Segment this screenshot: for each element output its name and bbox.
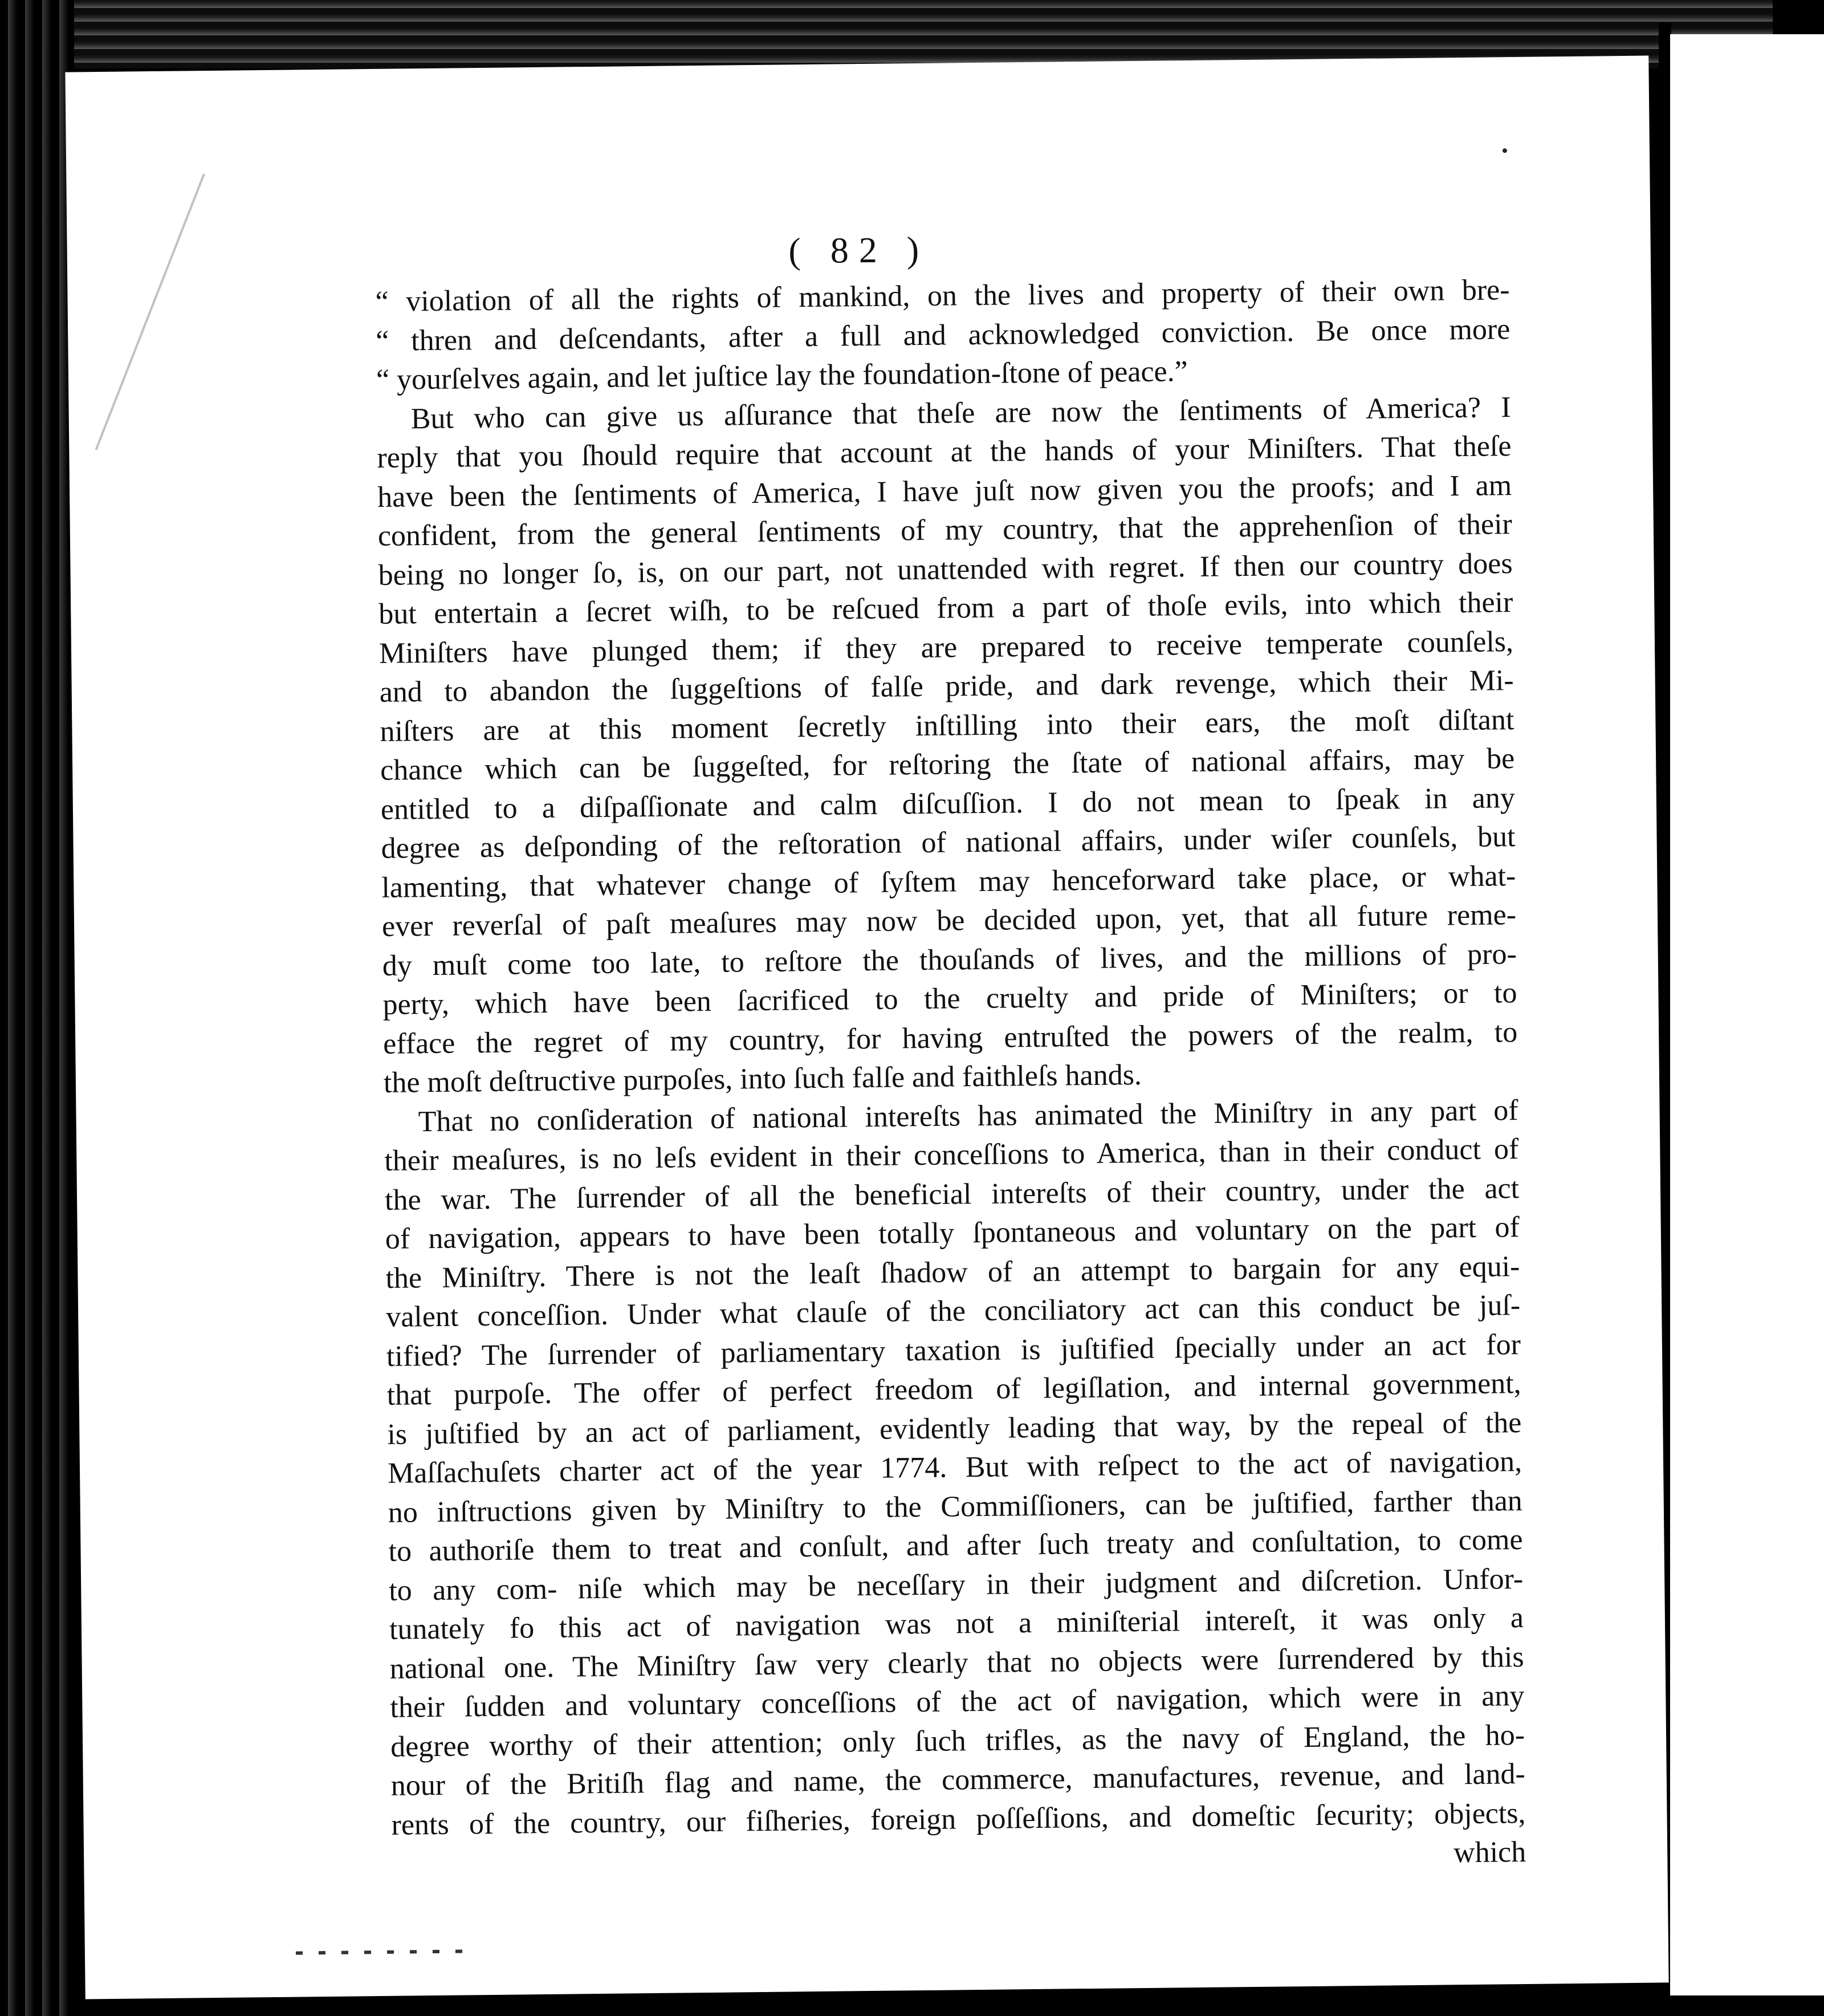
text-line: “ yourſelves again, and let juſtice lay the foundation-ſtone of peace.” xyxy=(376,355,1188,396)
catchword: which xyxy=(1453,1835,1526,1869)
text-line: degree as deſponding of the reſtoration of national affairs, under wiſer counſels, but xyxy=(381,820,1516,865)
text-line: reply that you ſhould require that account at the hands of your Miniſters. That theſe xyxy=(377,430,1512,474)
text-line: to any com- niſe which may be neceſſary in their judgment and diſcretion. Unfor- xyxy=(389,1562,1524,1607)
text-line: is juſtified by an act of parliament, evidently leading that way, by the repeal of the xyxy=(387,1406,1522,1451)
text-line: but entertain a ſecret wiſh, to be reſcued from a part of thoſe evils, into which their xyxy=(378,586,1513,631)
text-line: tified? The ſurrender of parliamentary taxation is juſtified ſpecially under an act for xyxy=(386,1328,1521,1373)
text-line: have been the ſentiments of America, I have juſt now given you the proofs; and I am xyxy=(377,469,1512,514)
book-page xyxy=(65,56,1668,1999)
text-line: entitled to a diſpaſſionate and calm diſcuſſion. I do not mean to ſpeak in any xyxy=(380,781,1516,826)
text-line: valent conceſſion. Under what clauſe of the conciliatory act can this conduct be juſ- xyxy=(385,1289,1521,1334)
text-line: no inſtructions given by Miniſtry to the Commiſſioners, can be juſtified, farther than xyxy=(388,1484,1523,1529)
text-line: lamenting, that whatever change of ſyſtem may henceforward take place, or what- xyxy=(381,859,1516,904)
text-line: their meaſures, is no leſs evident in their conceſſions to America, than in their conduct of xyxy=(384,1133,1519,1177)
text-line: nour of the Britiſh flag and name, the commerce, manufactures, revenue, and land- xyxy=(390,1757,1526,1802)
text-line: chance which can be ſuggeſted, for reſtoring the ſtate of national affairs, may be xyxy=(380,742,1515,787)
text-line: confident, from the general ſentiments of my country, that the apprehenſion of their xyxy=(377,508,1513,552)
text-line: ever reverſal of paſt meaſures may now be decided upon, yet, that all future reme- xyxy=(381,899,1517,943)
bottom-marks xyxy=(296,1949,467,1954)
text-line: efface the regret of my country, for having entruſted the powers of the realm, to xyxy=(382,1015,1518,1060)
text-line: “ thren and deſcendants, after a full and acknowledged conviction. Be once more xyxy=(376,312,1510,357)
facing-page xyxy=(1670,34,1824,1995)
book-binding xyxy=(0,0,74,2016)
text-line: national one. The Miniſtry ſaw very clearly that no objects were ſurrendered by this xyxy=(389,1640,1524,1685)
text-line: tunately fo this act of navigation was not a miniſterial intereſt, it was only a xyxy=(389,1601,1524,1646)
text-line: perty, which have been ſacrificed to the cruelty and pride of Miniſters; or to xyxy=(382,977,1517,1021)
ink-speck xyxy=(1503,148,1507,153)
text-line: the war. The ſurrender of all the beneficial intereſts of their country, under the act xyxy=(384,1172,1520,1217)
text-line: Maſſachuſets charter act of the year 1774. But with reſpect to the act of navigation, xyxy=(387,1445,1522,1490)
text-line: That no conſideration of national intereſts has animated the Miniſtry in any part of xyxy=(418,1094,1518,1138)
text-line: and to abandon the ſuggeſtions of falſe pride, and dark revenge, which their Mi- xyxy=(379,664,1514,709)
text-line: the Miniſtry. There is not the leaſt ſhadow of an attempt to bargain for any equi- xyxy=(385,1250,1520,1295)
text-line: their ſudden and voluntary conceſſions of the act of navigation, which were in any xyxy=(390,1679,1525,1724)
text-line: of navigation, appears to have been totally ſpontaneous and voluntary on the part of xyxy=(385,1211,1520,1255)
text-line: degree worthy of their attention; only ſuch trifles, as the navy of England, the ho- xyxy=(390,1718,1525,1763)
text-line: Miniſters have plunged them; if they are prepared to receive temperate counſels, xyxy=(378,625,1514,670)
text-line: dy muſt come too late, to reſtore the thouſands of lives, and the millions of pro- xyxy=(382,937,1517,982)
page-number: ( 82 ) xyxy=(788,229,930,271)
page-crease xyxy=(95,173,205,450)
text-line: But who can give us aſſurance that theſe are now the ſentiments of America? I xyxy=(410,391,1511,435)
text-line: “ violation of all the rights of mankind, on the lives and property of their own bre- xyxy=(375,274,1510,318)
text-line: niſters are at this moment ſecretly inſtilling into their ears, the moſt diſtant xyxy=(380,703,1514,748)
text-line: rents of the country, our fiſheries, foreign poſſeſſions, and domeſtic ſecurity; objects, xyxy=(391,1796,1526,1842)
text-line: that purpoſe. The offer of perfect freedom of legiſlation, and internal government, xyxy=(386,1367,1521,1412)
body-text xyxy=(375,271,1526,1884)
text-line: to authoriſe them to treat and conſult, and after ſuch treaty and conſultation, to come xyxy=(388,1523,1523,1568)
text-line: the moſt deſtructive purpoſes, into ſuch falſe and faithleſs hands. xyxy=(383,1058,1142,1099)
text-line: being no longer ſo, is, on our part, not unattended with regret. If then our country does xyxy=(378,547,1513,592)
